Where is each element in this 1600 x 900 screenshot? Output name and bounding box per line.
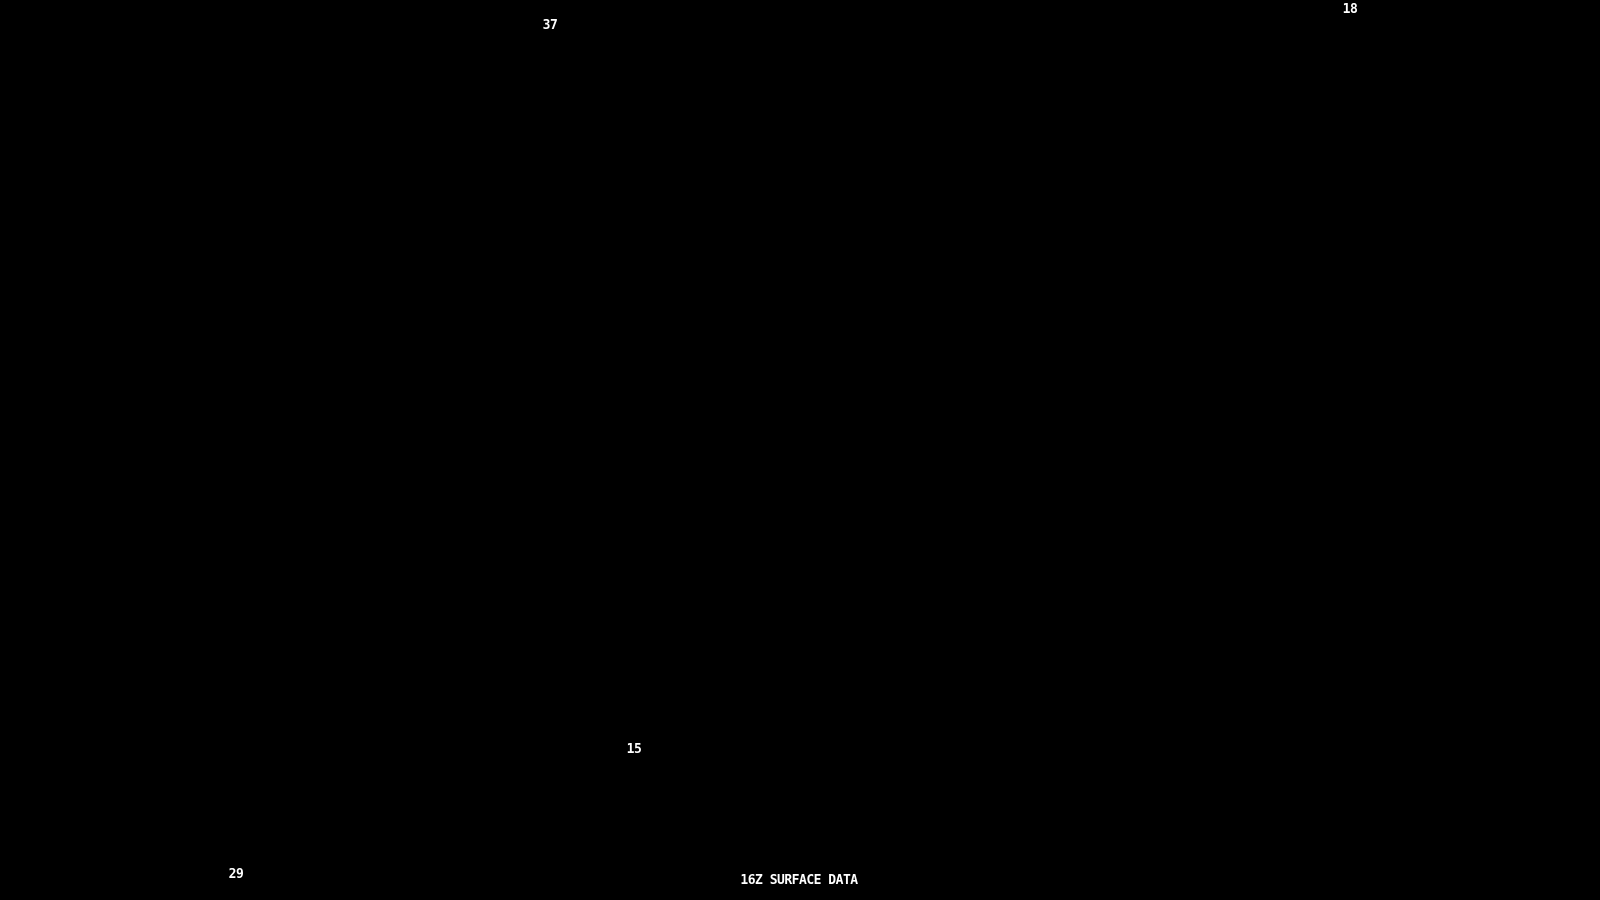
station-value: 37 [542,18,558,33]
station-value: 15 [626,742,642,757]
station-value: 18 [1342,2,1358,17]
station-value: 29 [228,867,244,882]
plot-title: 16Z SURFACE DATA [740,873,858,888]
